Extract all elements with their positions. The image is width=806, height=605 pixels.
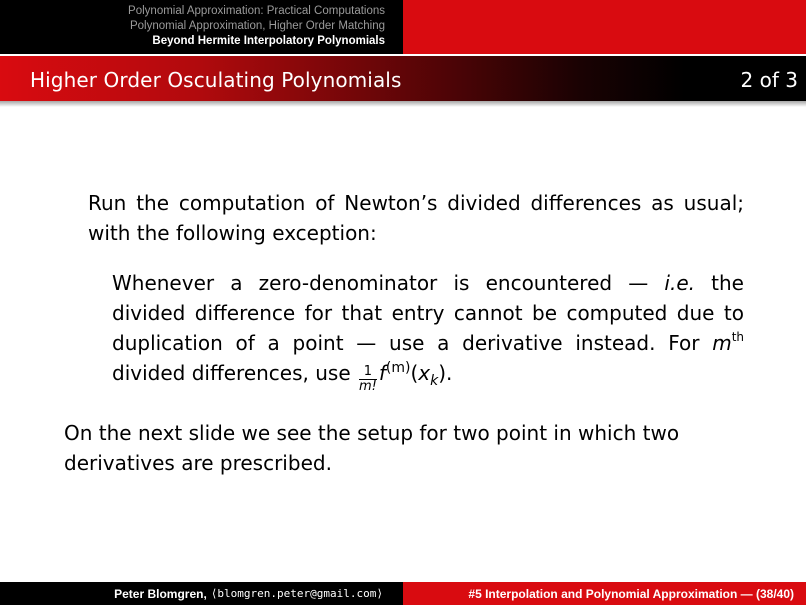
- math-m: m: [712, 331, 732, 355]
- frame-title-bar: [0, 56, 806, 101]
- math-subscript-k: k: [430, 373, 439, 389]
- paragraph-newton-divided-differences: Run the computation of Newton’s divided differences as usual; with the following exception:: [88, 191, 744, 245]
- frame-title: Higher Order Osculating Polynomials: [30, 68, 402, 92]
- footer-author-block: [0, 582, 403, 605]
- section-navigation: [0, 0, 806, 54]
- paragraph-zero-denominator-rule: [112, 268, 744, 394]
- paragraph-next-slide: On the next slide we see the setup for two point in which two derivatives are prescribed.: [64, 421, 680, 475]
- footer: [0, 582, 806, 605]
- nav-section-higher-order-matching[interactable]: Polynomial Approximation, Higher Order Matching: [129, 20, 385, 32]
- superscript-th: th: [731, 330, 744, 344]
- footer-email[interactable]: ⟨blomgren.peter@gmail.com⟩: [210, 587, 383, 600]
- math-x: x: [418, 361, 431, 385]
- fraction-one-over-m-factorial: [359, 365, 377, 394]
- math-f: f: [378, 361, 386, 385]
- text-divided-differences-use: divided differences, use: [112, 361, 357, 385]
- math-paren-close: ).: [438, 361, 453, 385]
- page-counter: 2 of 3: [740, 68, 798, 92]
- footer-lecture-title: #5 Interpolation and Polynomial Approximation — (38/40): [468, 586, 794, 601]
- math-paren-open: (: [410, 361, 419, 385]
- footer-author: Peter Blomgren,: [114, 586, 207, 601]
- footer-lecture-block: [403, 582, 806, 605]
- text-ie: i.e.: [664, 271, 695, 295]
- nav-section-beyond-hermite[interactable]: Beyond Hermite Interpolatory Polynomials: [152, 35, 385, 47]
- fraction-denominator: m!: [359, 379, 377, 394]
- nav-section-practical-computations[interactable]: Polynomial Approximation: Practical Computations: [128, 5, 385, 17]
- math-derivative-order: (m): [385, 360, 411, 376]
- text-duplication: the divided difference for that entry cannot be computed due to duplication of a point — use a derivative instead. For: [112, 271, 744, 355]
- nav-accent-bar: [403, 0, 806, 54]
- text-zero-denominator: Whenever a zero-denominator is encountered —: [112, 271, 665, 295]
- fraction-numerator: 1: [359, 365, 377, 380]
- section-list: [0, 0, 403, 54]
- title-shadow: [0, 101, 806, 107]
